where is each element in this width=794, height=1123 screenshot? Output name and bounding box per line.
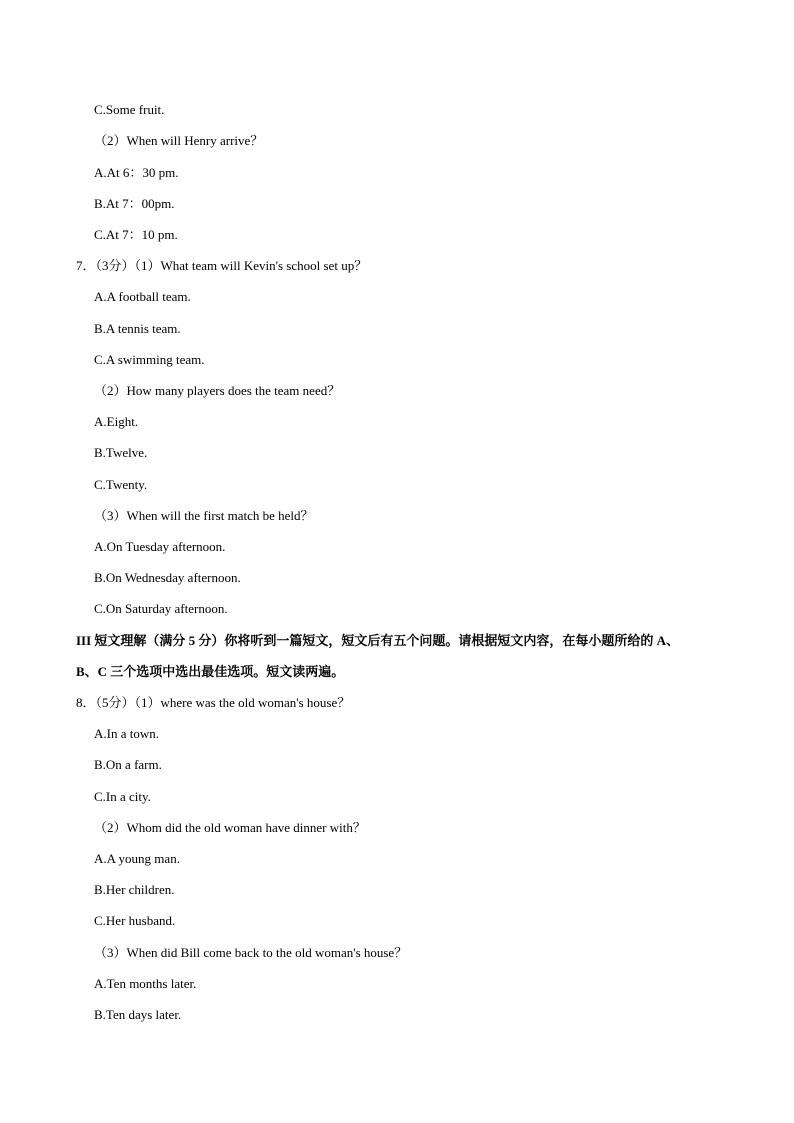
q7-1-option-c: C.A swimming team. — [94, 352, 205, 367]
q8-2-question: （2）Whom did the old woman have dinner with？ — [94, 820, 366, 835]
section-iii-heading: III 短文理解（满分 5 分）你将听到一篇短文，短文后有五个问题。请根据短文内容，在每小题所给的 A、 — [76, 633, 680, 648]
q7-1-option-a: A.A football team. — [94, 289, 191, 304]
q7-3-option-c: C.On Saturday afternoon. — [94, 601, 228, 616]
q8-3-option-b: B.Ten days later. — [94, 1007, 182, 1022]
q7-2-question: （2）How many players does the team need？ — [94, 383, 341, 398]
q6-1-option-c: C.Some fruit. — [94, 102, 165, 117]
q8-1-option-c: C.In a city. — [94, 789, 151, 804]
q8-3-option-a: A.Ten months later. — [94, 976, 197, 991]
q7-2-option-c: C.Twenty. — [94, 477, 148, 492]
q6-2-option-b: B.At 7：00pm. — [94, 196, 175, 211]
q7-3-option-b: B.On Wednesday afternoon. — [94, 570, 241, 585]
q8-3-question: （3）When did Bill come back to the old woman's house？ — [94, 945, 408, 960]
q6-2-option-c: C.At 7：10 pm. — [94, 227, 178, 242]
q7-1-question: 7．（3分）（1）What team will Kevin's school set up？ — [76, 258, 368, 273]
q7-1-option-b: B.A tennis team. — [94, 321, 181, 336]
q7-3-option-a: A.On Tuesday afternoon. — [94, 539, 226, 554]
q8-2-option-b: B.Her children. — [94, 882, 175, 897]
q7-2-option-a: A.Eight. — [94, 414, 139, 429]
q8-2-option-c: C.Her husband. — [94, 913, 176, 928]
q6-2-question: （2）When will Henry arrive？ — [94, 133, 264, 148]
q8-1-option-b: B.On a farm. — [94, 757, 162, 772]
q6-2-option-a: A.At 6：30 pm. — [94, 165, 179, 180]
q8-1-question: 8．（5分）（1）where was the old woman's house？ — [76, 695, 351, 710]
q7-2-option-b: B.Twelve. — [94, 445, 148, 460]
q8-1-option-a: A.In a town. — [94, 726, 159, 741]
section-iii-heading-cont: B、C 三个选项中选出最佳选项。短文读两遍。 — [76, 664, 345, 679]
q8-2-option-a: A.A young man. — [94, 851, 180, 866]
q7-3-question: （3）When will the first match be held？ — [94, 508, 314, 523]
